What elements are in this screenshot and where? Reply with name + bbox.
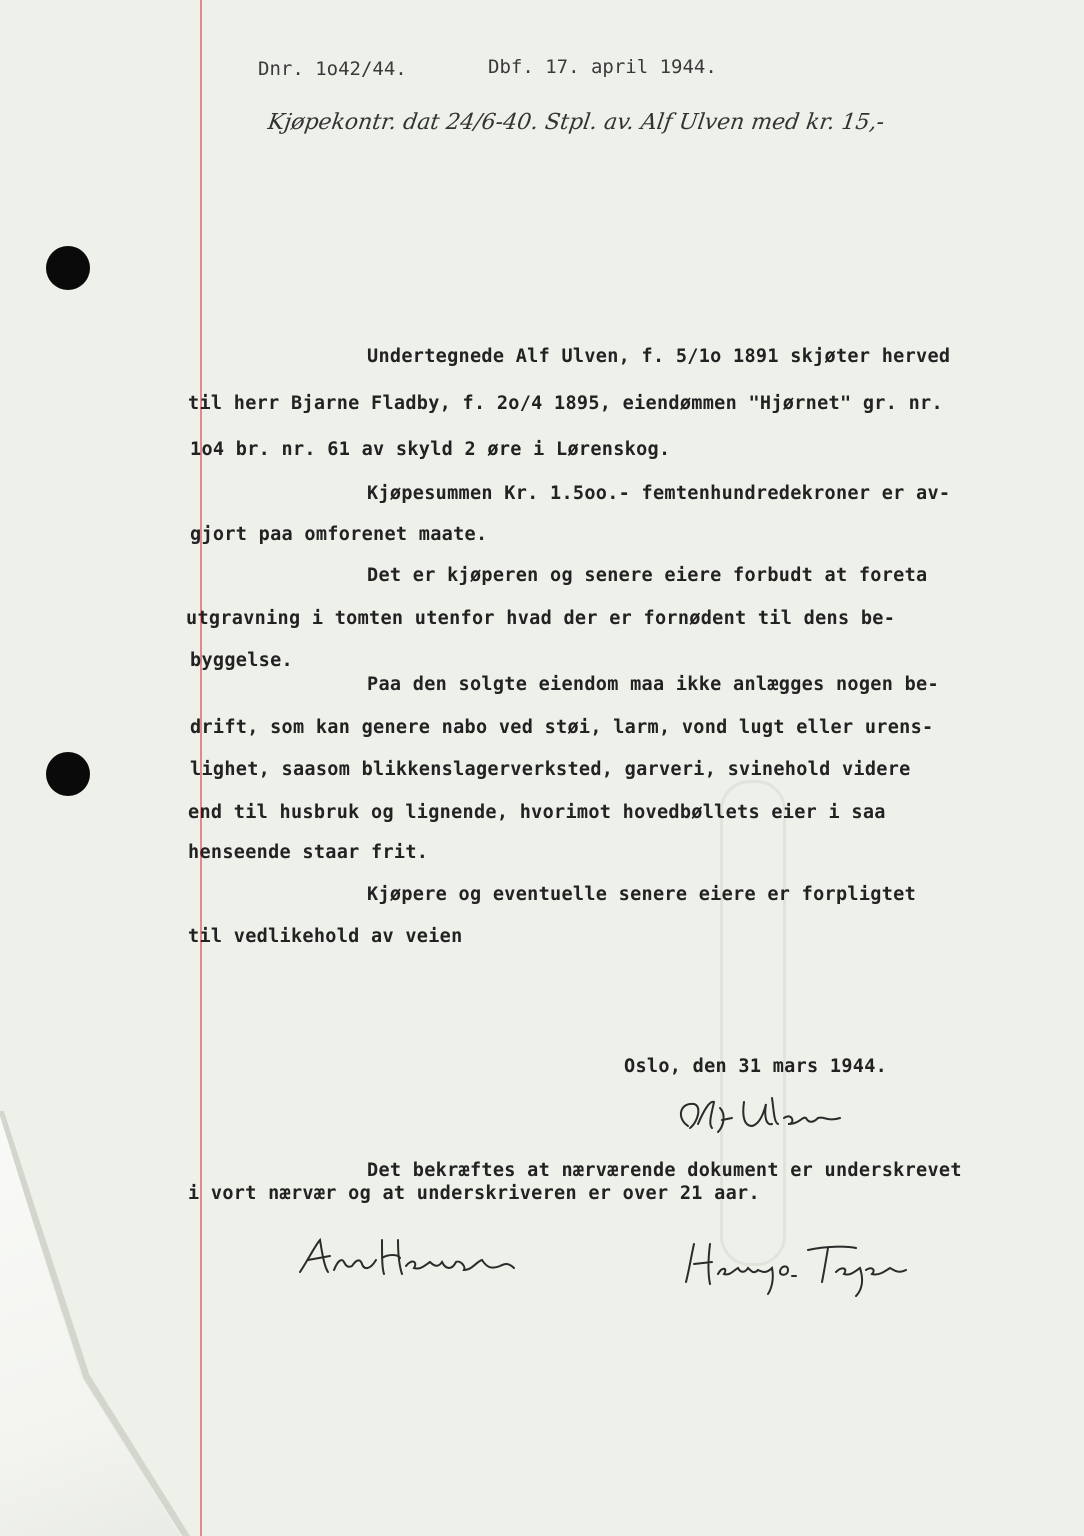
body-line: 1o4 br. nr. 61 av skyld 2 øre i Lørenskog. xyxy=(190,439,671,460)
body-line: Det er kjøperen og senere eiere forbudt at foreta xyxy=(367,565,928,586)
body-line: Undertegnede Alf Ulven, f. 5/1o 1891 skjøter herved xyxy=(367,346,951,367)
witness-line: i vort nærvær og at underskriveren er over 21 aar. xyxy=(188,1183,760,1204)
handwritten-note: Kjøpekontr. dat 24/6-40. Stpl. av. Alf Ulven med kr. 15,- xyxy=(266,110,886,135)
place-date: Oslo, den 31 mars 1944. xyxy=(624,1056,888,1077)
body-line: gjort paa omforenet maate. xyxy=(190,524,488,545)
body-line: til vedlikehold av veien xyxy=(188,926,463,947)
body-line: Kjøpere og eventuelle senere eiere er forpligtet xyxy=(367,884,917,905)
punch-hole xyxy=(46,752,90,796)
witness-line: Det bekræftes at nærværende dokument er underskrevet xyxy=(367,1160,962,1181)
body-line: til herr Bjarne Fladby, f. 2o/4 1895, eiendømmen "Hjørnet" gr. nr. xyxy=(188,393,943,414)
body-line: lighet, saasom blikkenslagerverksted, garveri, svinehold videre xyxy=(190,759,911,780)
seller-signature xyxy=(668,1088,858,1148)
body-line: byggelse. xyxy=(190,650,293,671)
witness-signature-right xyxy=(676,1236,956,1300)
body-line: Kjøpesummen Kr. 1.5oo.- femtenhundredekroner er av- xyxy=(367,483,951,504)
page-corner-fold xyxy=(0,1116,180,1536)
dbf-date: Dbf. 17. april 1944. xyxy=(488,56,717,78)
body-line: Paa den solgte eiendom maa ikke anlægges nogen be- xyxy=(367,674,939,695)
body-line: end til husbruk og lignende, hvorimot hovedbøllets eier i saa xyxy=(188,802,886,823)
dnr-number: Dnr. 1o42/44. xyxy=(258,58,407,80)
body-line: utgravning i tomten utenfor hvad der er fornødent til dens be- xyxy=(186,608,896,629)
witness-signature-left xyxy=(290,1230,540,1300)
body-line: drift, som kan genere nabo ved støi, larm, vond lugt eller urens- xyxy=(190,717,934,738)
punch-hole xyxy=(46,246,90,290)
body-line: henseende staar frit. xyxy=(188,842,429,863)
